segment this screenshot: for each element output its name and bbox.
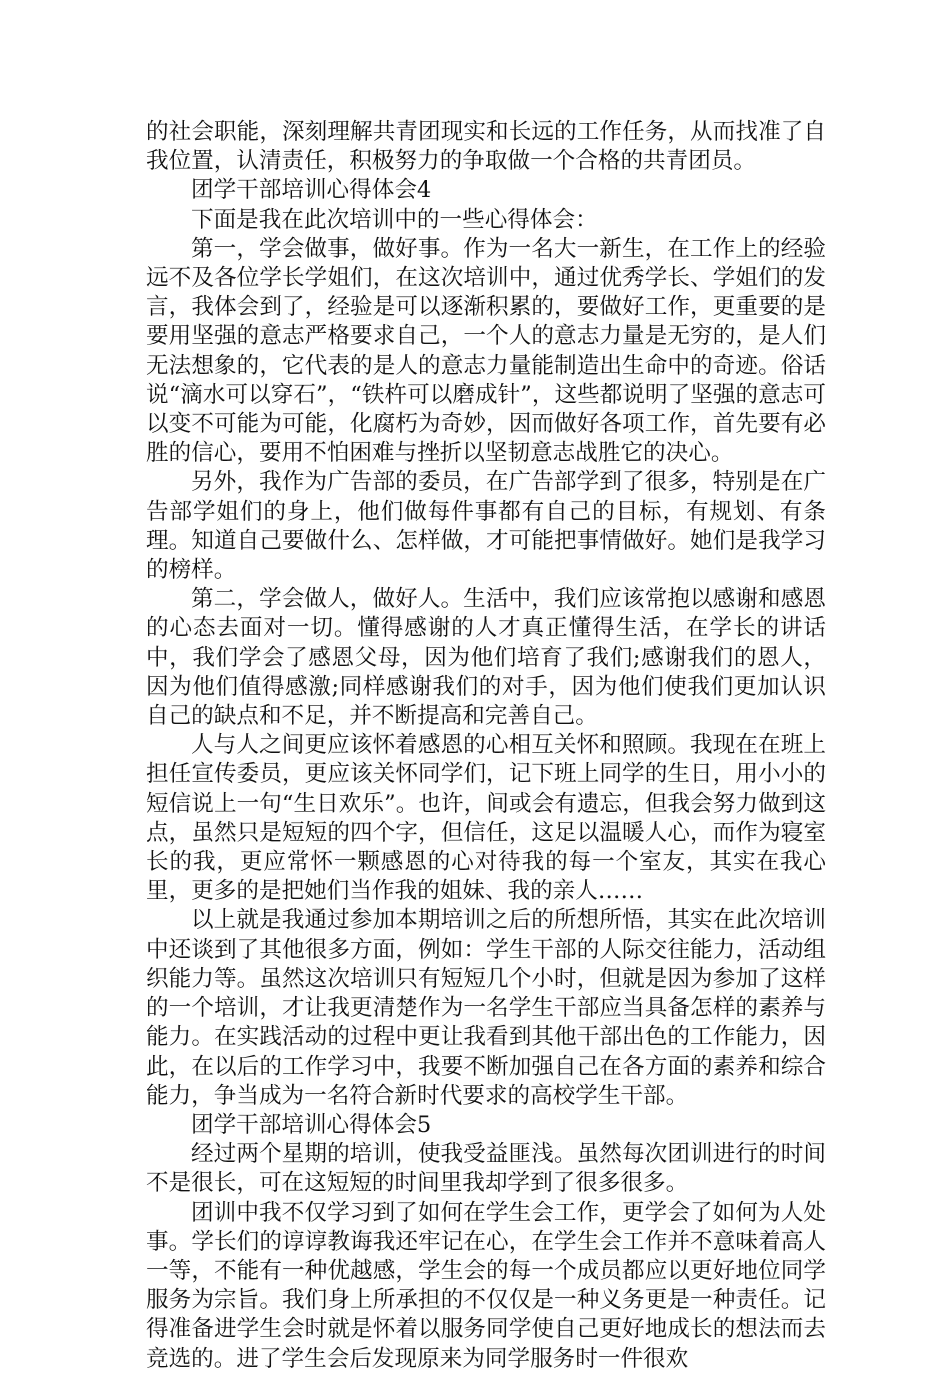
- paragraph-first-point: 第一，学会做事，做好事。作为一名大一新生，在工作上的经验远不及各位学长学姐们，在这次培训中，通过优秀学长、学姐们的发言，我体会到了，经验是可以逐渐积累的，要做好工作，更重要的是要用坚强的意志严格要求自己，一个人的意志力量是无穷的，是人们无法想象的，它代表的是人的意志力量能制造出生命中的奇迹。俗话说“滴水可以穿石”，“铁杵可以磨成针”，这些都说明了坚强的意志可以变不可能为可能，化腐朽为奇妙，因而做好各项工作，首先要有必胜的信心，要用不怕困难与挫折以坚韧意志战胜它的决心。: [146, 235, 826, 467]
- document-body: [146, 118, 826, 1374]
- paragraph-summary: 以上就是我通过参加本期培训之后的所想所悟，其实在此次培训中还谈到了其他很多方面，例如：学生干部的人际交往能力，活动组织能力等。虽然这次培训只有短短几个小时，但就是因为参加了这样的一个培训，才让我更清楚作为一名学生干部应当具备怎样的素养与能力。在实践活动的过程中更让我看到其他干部出色的工作能力，因此，在以后的工作学习中，我要不断加强自己在各方面的素养和综合能力，争当成为一名符合新时代要求的高校学生干部。: [146, 907, 826, 1109]
- paragraph-second-point: 第二，学会做人，做好人。生活中，我们应该常抱以感谢和感恩的心态去面对一切。懂得感谢的人才真正懂得生活，在学长的讲话中，我们学会了感恩父母，因为他们培育了我们;感谢我们的恩人，因为他们值得感激;同样感谢我们的对手，因为他们使我们更加认识自己的缺点和不足，并不断提高和完善自己。: [146, 586, 826, 730]
- paragraph-gratitude: 人与人之间更应该怀着感恩的心相互关怀和照顾。我现在在班上担任宣传委员，更应该关怀同学们，记下班上同学的生日，用小小的短信说上一句“生日欢乐”。也许，间或会有遗忘，但我会努力做到这点，虽然只是短短的四个字，但信任，这足以温暖人心，而作为寝室长的我，更应常怀一颗感恩的心对待我的每一个室友，其实在我心里，更多的是把她们当作我的姐妹、我的亲人……: [146, 732, 826, 905]
- section-heading-4: 团学干部培训心得体会4: [191, 177, 432, 204]
- paragraph-continuation: 的社会职能，深刻理解共青团现实和长远的工作任务，从而找准了自我位置，认清责任，积极努力的争取做一个合格的共青团员。: [146, 119, 826, 175]
- paragraph-two-weeks: 经过两个星期的培训，使我受益匪浅。虽然每次团训进行的时间不是很长，可在这短短的时间里我却学到了很多很多。: [146, 1141, 826, 1197]
- paragraph-advertising-dept: 另外，我作为广告部的委员，在广告部学到了很多，特别是在广告部学姐们的身上，他们做每件事都有自己的目标，有规划、有条理。知道自己要做什么、怎样做，才可能把事情做好。她们是我学习的榜样。: [146, 469, 826, 584]
- section-heading-5: 团学干部培训心得体会5: [191, 1111, 432, 1138]
- paragraph-student-union: 团训中我不仅学习到了如何在学生会工作，更学会了如何为人处事。学长们的谆谆教诲我还牢记在心，在学生会工作并不意味着高人一等，不能有一种优越感，学生会的每一个成员都应以更好地位同学服务为宗旨。我们身上所承担的不仅仅是一种义务更是一种责任。记得准备进学生会时就是怀着以服务同学使自己更好地成长的想法而去竞选的。进了学生会后发现原来为同学服务时一件很欢: [146, 1199, 826, 1372]
- paragraph-intro: 下面是我在此次培训中的一些心得体会：: [191, 206, 598, 233]
